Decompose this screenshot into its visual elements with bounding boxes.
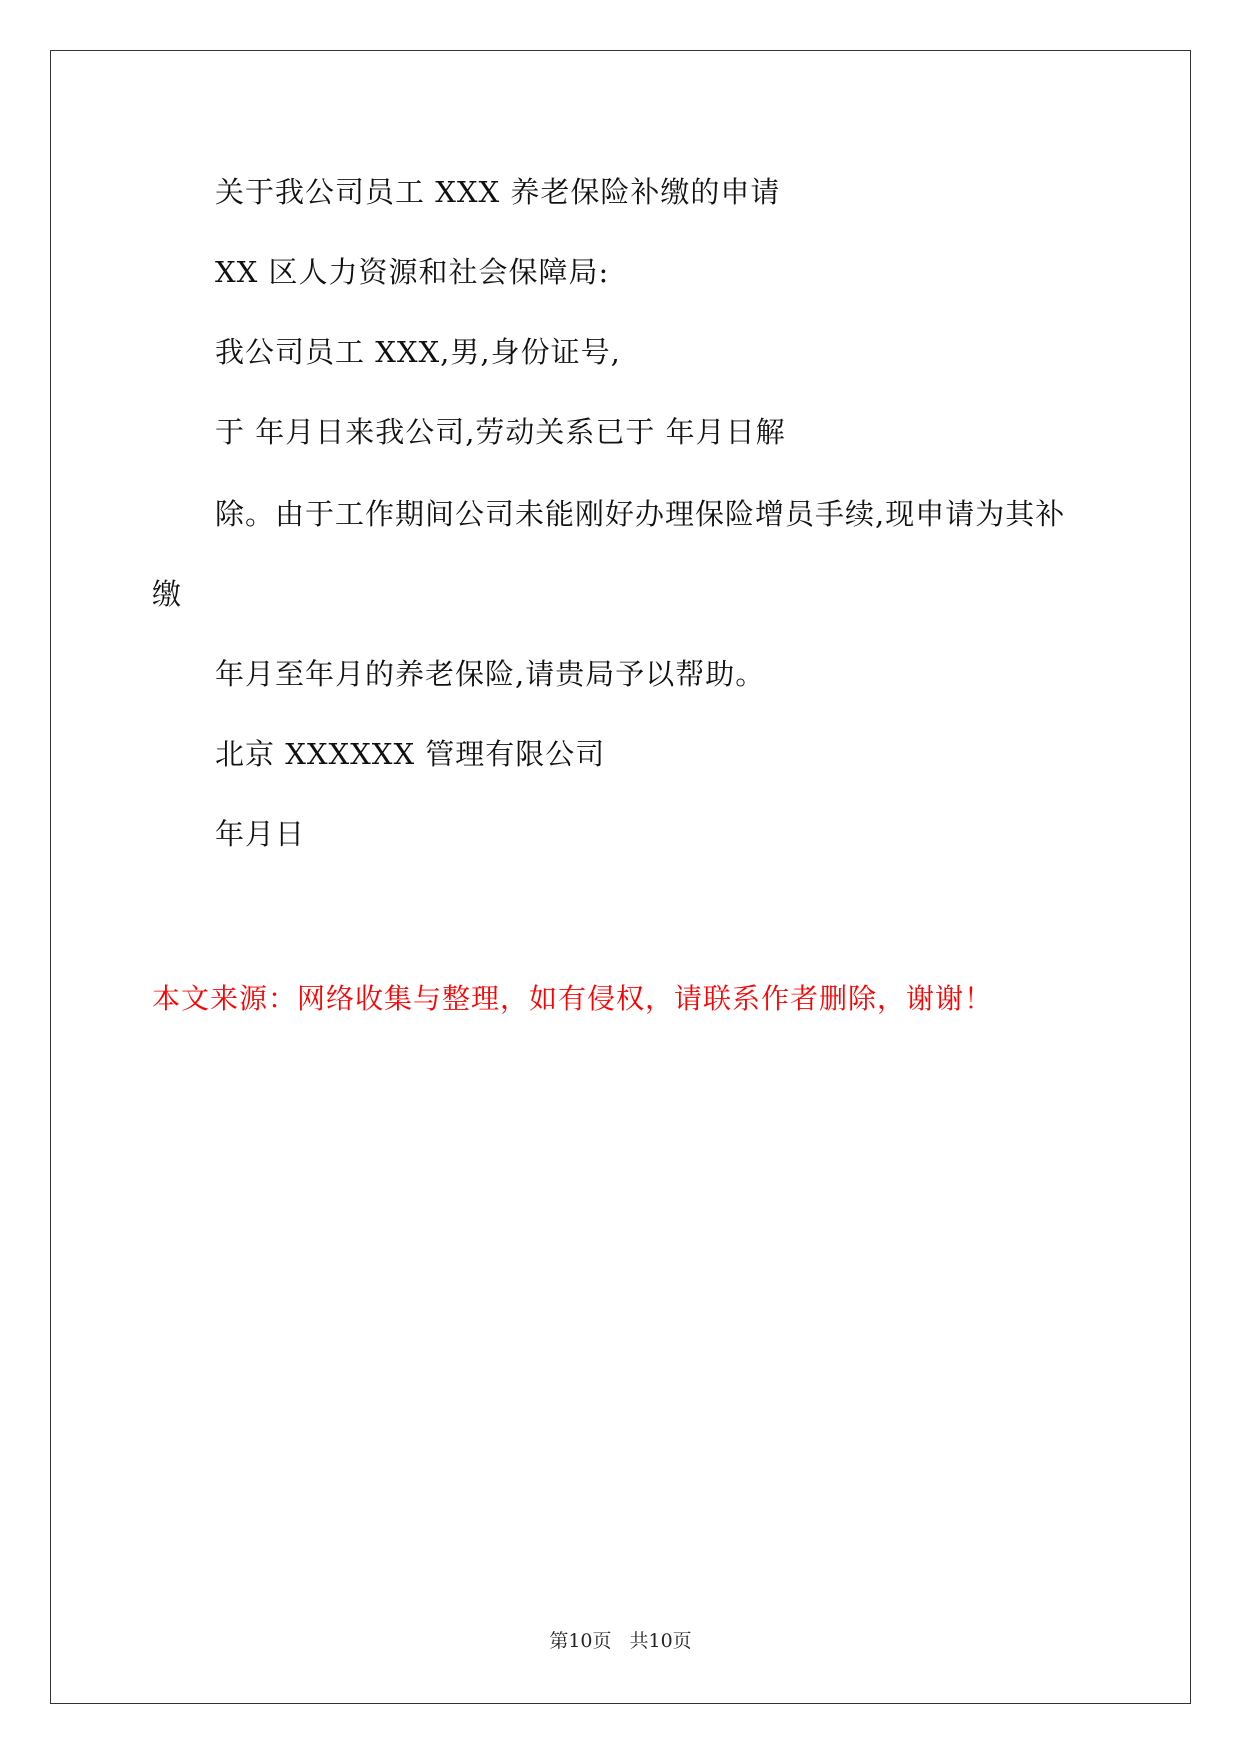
page-frame xyxy=(50,50,1191,1704)
addressee-line: XX 区人力资源和社会保障局: xyxy=(215,255,610,289)
body-line: 于 年月日来我公司,劳动关系已于 年月日解 xyxy=(215,415,786,449)
body-line: 缴 xyxy=(152,577,183,611)
date-line: 年月日 xyxy=(215,817,306,851)
company-signature: 北京 XXXXXX 管理有限公司 xyxy=(215,737,606,771)
body-line: 年月至年月的养老保险,请贵局予以帮助。 xyxy=(215,657,766,691)
source-disclaimer: 本文来源：网络收集与整理，如有侵权，请联系作者删除，谢谢！ xyxy=(152,982,994,1015)
page-footer xyxy=(0,1628,1241,1654)
document-title: 关于我公司员工 XXX 养老保险补缴的申请 xyxy=(215,175,781,209)
page-number: 第10页 xyxy=(549,1630,612,1652)
page-total: 共10页 xyxy=(629,1630,692,1652)
body-line: 我公司员工 XXX,男,身份证号, xyxy=(215,335,621,369)
body-line: 除。由于工作期间公司未能刚好办理保险增员手续,现申请为其补 xyxy=(215,497,1066,531)
